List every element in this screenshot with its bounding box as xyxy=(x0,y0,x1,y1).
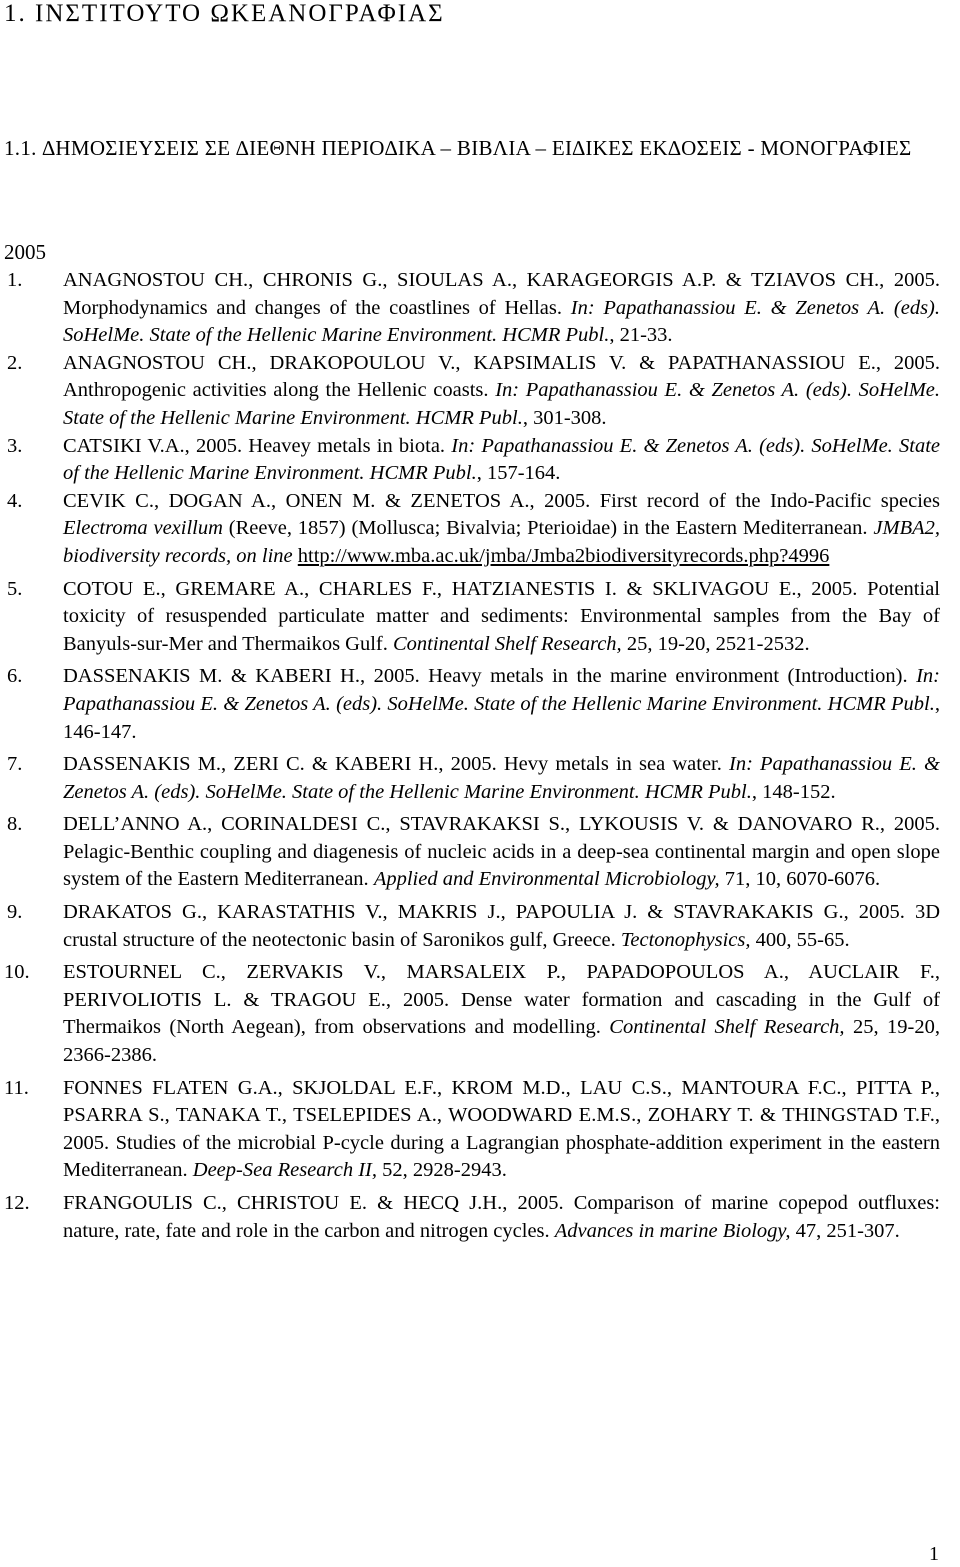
reference-item xyxy=(0,751,960,806)
reference-item xyxy=(0,576,960,659)
reference-text: 71, 10, 6070-6076. xyxy=(719,868,881,891)
reference-list xyxy=(0,267,960,1245)
reference-text: 47, 251-307. xyxy=(790,1219,900,1242)
reference-number: 7. xyxy=(7,753,23,776)
reference-number: 4. xyxy=(7,489,23,512)
reference-number: 8. xyxy=(7,813,23,836)
section-title: 1. ΙΝΣΤΙΤΟΥΤΟ ΩΚΕΑΝΟΓΡΑΦΙΑΣ xyxy=(4,0,445,27)
reference-italic-text: In: Papathanassiou E. & Zenetos A. (eds). SoHelMe. State of the Hellenic Marine Environment. HCMR Publ. xyxy=(63,296,940,347)
reference-text: 52, 2928-2943. xyxy=(377,1159,507,1182)
reference-number: 2. xyxy=(7,351,23,374)
reference-text: FONNES FLATEN G.A., SKJOLDAL E.F., KROM M.D., LAU C.S., MANTOURA F.C., PITTA P., PSARRA S., TANAKA T., TSELEPIDES A., WOODWARD E.M.S., ZOHARY T. & THINGSTAD T.F., 2005. Studies of the microbial P-cycle during a Lagrangian phosphate-addition experiment in the eastern Mediterranean. xyxy=(63,1076,940,1182)
reference-item xyxy=(0,488,960,571)
reference-italic-text: Continental Shelf Research, xyxy=(393,632,622,655)
reference-italic-text: In: Papathanassiou E. & Zenetos A. (eds). SoHelMe. State of the Hellenic Marine Environment. HCMR Publ. xyxy=(63,434,940,485)
reference-item xyxy=(0,350,960,433)
reference-text: 25, 19-20, 2366-2386. xyxy=(63,1016,940,1067)
reference-number: 5. xyxy=(7,577,23,600)
reference-text: ANAGNOSTOU CH., CHRONIS G., SIOULAS A., KARAGEORGIS A.P. & TZIAVOS CH., 2005. Morphodynamics and changes of the coastlines of Hellas. xyxy=(63,269,940,319)
reference-item xyxy=(0,811,960,894)
reference-number: 1. xyxy=(7,269,23,291)
reference-text: , 301-308. xyxy=(522,406,607,429)
reference-italic-text: In: Papathanassiou E. & Zenetos A. (eds). SoHelMe. State of the Hellenic Marine Environment. HCMR Publ. xyxy=(63,753,940,803)
subsection-title: 1.1. ∆ΗΜΟΣΙΕΥΣΕΙΣ ΣΕ ∆ΙΕΘΝΗ ΠΕΡΙΟ∆ΙΚΑ – ΒΙΒΛΙΑ – ΕΙ∆ΙΚΕΣ ΕΚ∆ΟΣΕΙΣ - ΜΟΝΟΓΡΑΦΙΕΣ xyxy=(4,136,912,160)
reference-item xyxy=(0,267,960,350)
reference-item xyxy=(0,1075,960,1185)
reference-number: 6. xyxy=(7,665,23,688)
reference-text: DASSENAKIS M., ZERI C. & KABERI H., 2005. Hevy metals in sea water. xyxy=(63,753,729,776)
reference-text: FRANGOULIS C., CHRISTOU E. & HECQ J.H., 2005. Comparison of marine copepod outfluxes: nature, rate, fate and role in the carbon and nitrogen cycles. xyxy=(63,1192,940,1242)
reference-text: 25, 19-20, 2521-2532. xyxy=(621,632,810,655)
reference-italic-text: JMBA2, biodiversity records, on line xyxy=(63,517,940,567)
reference-text: DELL’ANNO A., CORINALDESI C., STAVRAKAKSI S., LYKOUSIS V. & DANOVARO R., 2005. Pelagic-Benthic coupling and diagenesis of nucleic acids in a deep-sea continental margin and open slope system of the Eastern Mediterranean. xyxy=(63,813,940,891)
reference-italic-text: Continental Shelf Research, xyxy=(609,1016,845,1039)
reference-text: DASSENAKIS M. & KABERI H., 2005. Heavy metals in the marine environment (Introduction). xyxy=(63,665,917,688)
reference-text: , 21-33. xyxy=(609,324,673,347)
reference-item xyxy=(0,663,960,746)
reference-item xyxy=(0,1190,960,1245)
reference-number: 10. xyxy=(4,961,30,984)
reference-italic-text: Tectonophysics, xyxy=(620,928,751,951)
reference-italic-text: Applied and Environmental Microbiology, xyxy=(373,868,720,891)
reference-text: ESTOURNEL C., ZERVAKIS V., MARSALEIX P., PAPADOPOULOS A., AUCLAIR F., PERIVOLIOTIS L. & TRAGOU E., 2005. Dense water formation and cascading in the Gulf of Thermaikos (North Aegean), from observations and modelling. xyxy=(63,961,940,1039)
reference-italic-text: Deep-Sea Research II, xyxy=(192,1159,378,1182)
reference-number: 12. xyxy=(4,1192,30,1214)
reference-text: , 148-152. xyxy=(751,780,836,803)
reference-item xyxy=(0,959,960,1069)
reference-text: DRAKATOS G., KARASTATHIS V., MAKRIS J., PAPOULIA J. & STAVRAKAKIS G., 2005. 3D crustal structure of the neotectonic basin of Saronikos gulf, Greece. xyxy=(63,901,940,951)
page-number: 1 xyxy=(929,1543,939,1565)
reference-text: , 157-164. xyxy=(476,462,561,485)
reference-text: (Reeve, 1857) (Mollusca; Bivalvia; Pterioidae) in the Eastern Mediterranean. xyxy=(222,517,874,540)
reference-text: CEVIK C., DOGAN A., ONEN M. & ZENETOS A., 2005. First record of the Indo-Pacific species xyxy=(63,489,940,512)
reference-number: 9. xyxy=(7,901,23,924)
reference-italic-text: Advances in marine Biology, xyxy=(554,1219,791,1242)
reference-item xyxy=(0,433,960,488)
reference-italic-text: In: Papathanassiou E. & Zenetos A. (eds). SoHelMe. State of the Hellenic Marine Environment. HCMR Publ. xyxy=(63,665,940,715)
reference-number: 11. xyxy=(4,1076,29,1099)
reference-number: 3. xyxy=(7,434,23,457)
reference-text: CATSIKI V.A., 2005. Heavey metals in biota. xyxy=(63,434,452,457)
reference-item xyxy=(0,899,960,954)
reference-italic-text: Electroma vexillum xyxy=(63,517,223,540)
reference-text: COTOU E., GREMARE A., CHARLES F., HATZIANESTIS I. & SKLIVAGOU E., 2005. Potential toxicity of resuspended particulate matter and sediments: Environmental samples from the Bay of Banyuls-sur-Mer and Thermaikos Gulf. xyxy=(63,577,940,655)
reference-italic-text: In: Papathanassiou E. & Zenetos A. (eds). SoHelMe. State of the Hellenic Marine Environment. HCMR Publ. xyxy=(63,379,940,429)
year-heading: 2005 xyxy=(4,240,46,264)
reference-link[interactable]: http://www.mba.ac.uk/jmba/Jmba2biodiversityrecords.php?4996 xyxy=(297,544,830,567)
reference-text: 400, 55-65. xyxy=(750,928,850,951)
reference-text: ANAGNOSTOU CH., DRAKOPOULOU V., KAPSIMALIS V. & PAPATHANASSIOU E., 2005. Anthropogenic activities along the Hellenic coasts. xyxy=(63,351,940,402)
reference-text: , 146-147. xyxy=(63,692,940,743)
